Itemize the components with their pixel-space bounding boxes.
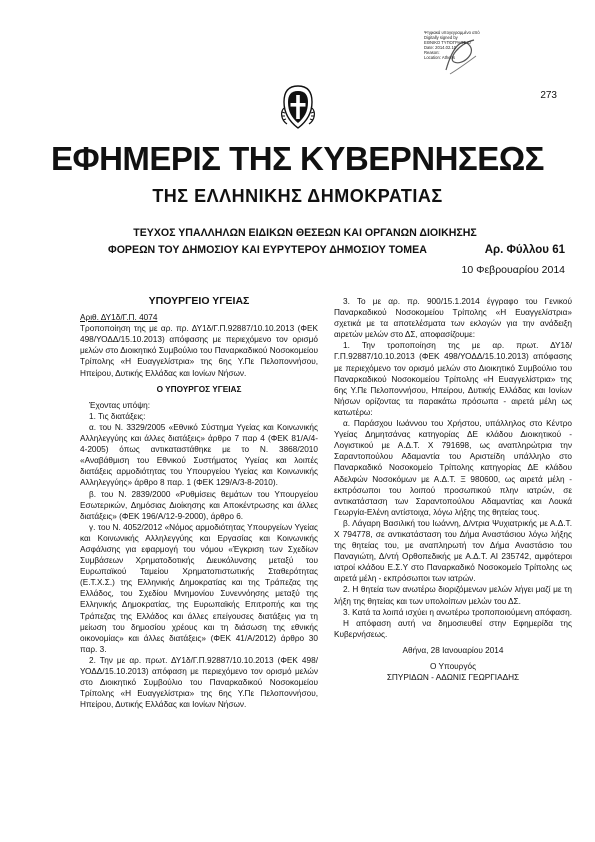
paragraph: 2. Την με αρ. πρωτ. ΔΥ1δ/Γ.Π.92887/10.10.2013 (ΦΕΚ 498/ΥΟΔΔ/15.10.2013) απόφαση με περιεχόμενο τον ορισμό μελών στο Διοικητικό Συμβούλιο του Παναρκαδικού Νοσοκομείου Τρίπολης «Η Ευαγγελίστρια» της 6ης Υ.Πε Πελοποννήσου, Ηπείρου, Δυτικής Ελλάδας και Ιονίων Νήσων. <box>80 655 318 710</box>
paragraph: Αριθ. ΔΥ1δ/Γ.Π. 4074 <box>80 313 158 323</box>
paragraph: 1. Την τροποποίηση της με αρ. πρωτ. ΔΥ1δ/Γ.Π.92887/10.10.2013 (ΦΕΚ 498/ΥΟΔΔ/15.10.2013) απόφασης με περιεχόμενο τον ορισμό μελών στο Διοικητικό Συμβούλιο του Παναρκαδικού Νοσοκομείου Τρίπολης «Η Ευαγγελίστρια» της 6ης Υ.Πε Πελοποννήσου, Ηπείρου, Δυτικής Ελλάδας και Ιονίων Νήσων ορίζοντας τα παρακάτω πρόσωπα - αιρετά μέλη ως κατωτέρω: <box>334 341 572 417</box>
paragraph: ΣΠΥΡΙΔΩΝ - ΑΔΩΝΙΣ ΓΕΩΡΓΙΑΔΗΣ <box>386 673 520 683</box>
paragraph: Η απόφαση αυτή να δημοσιευθεί στην Εφημερίδα της Κυβερνήσεως. <box>334 618 572 639</box>
gazette-title: ΕΦΗΜΕΡΙΣ ΤΗΣ ΚΥΒΕΡΝΗΣΕΩΣ <box>51 140 544 177</box>
paragraph: α. του Ν. 3329/2005 «Εθνικό Σύστημα Υγείας και Κοινωνικής Αλληλεγγύης και άλλες διατάξεις» άρθρο 7 παρ 4 (ΦΕΚ 81/Α/4-4-2005) όπως αντικαταστάθηκε με το Ν. 3868/2010 «Αναβάθμιση του Εθνικού Συστήματος Υγείας και λοιπές διατάξεις αρμοδιότητας του Υπουργείου Υγείας και Κοινωνικής Αλληλεγγύης» άρθρο 8 παρ. 1 (ΦΕΚ 129/Α/3-8-2010). <box>80 422 318 488</box>
paragraph: Ο Υπουργός <box>429 662 477 671</box>
digital-signature-stamp <box>424 30 484 80</box>
issue-line-2: ΦΟΡΕΩΝ ΤΟΥ ΔΗΜΟΣΙΟΥ ΚΑΙ ΕΥΡΥΤΕΡΟΥ ΔΗΜΟΣΙΟΥ ΤΟΜΕΑ <box>108 244 427 256</box>
gazette-subtitle: ΤΗΣ ΕΛΛΗΝΙΚΗΣ ΔΗΜΟΚΡΑΤΙΑΣ <box>152 186 443 206</box>
stamp-line: Digitally signed by <box>424 35 458 40</box>
paragraph: 2. Η θητεία των ανωτέρω διοριζόμενων μελών λήγει μαζί με τη λήξη της θητείας και των υπολοίπων μελών του ΔΣ. <box>334 585 572 606</box>
stamp-line: Reason: <box>424 50 440 55</box>
right-column <box>334 296 572 683</box>
paragraph: 1. Τις διατάξεις: <box>89 411 146 421</box>
stamp-line: ΕΘΝΙΚΟ ΤΥΠΟΓΡΑΦΕΙΟ <box>424 40 471 45</box>
paragraph: Αθήνα, 28 Ιανουαρίου 2014 <box>402 645 504 655</box>
paragraph: α. Παράσχου Ιωάννου του Χρήστου, υπάλληλος στο Κέντρο Υγείας Δημητσάνας κατηγορίας ΔΕ κλάδου Διοικητικού - Λογιστικού με Α.Δ.Τ. Χ 791698, ως αναπληρώτρια την Σαραντοπούλου Αδαμαντία του Αριστείδη υπάλληλο στο Παναρκαδικό Νοσοκομείο Τρίπολης κατηγορίας ΔΕ κλάδου Αδελφών Νοσοκόμων με Α.Δ.Τ. Ξ 980600, ως αιρετά μέλη - εκπρόσωποι του λοιπού προσωπικού πλην ιατρών, σε αντικατάσταση των Σαραντοπούλου Αδαμαντίας και Λουκά Γεωργία-Ελένη αντίστοιχα, λόγω λήξης της θητείας τους. <box>334 419 572 517</box>
paragraph: Έχοντας υπόψη: <box>89 400 151 410</box>
issue-line-1: ΤΕΥΧΟΣ ΥΠΑΛΛΗΛΩΝ ΕΙΔΙΚΩΝ ΘΕΣΕΩΝ ΚΑΙ ΟΡΓΑΝΩΝ ΔΙΟΙΚΗΣΗΣ <box>133 227 477 239</box>
paragraph: β. Λάγαρη Βασιλική του Ιωάννη, Δ/ντρια Ψυχιατρικής με Α.Δ.Τ. Χ 794778, σε αντικατάσταση του Δήμα Αναστάσιου λόγω λήξης της θητείας του, με αναπληρωτή τον Δήμα Αναστάσιο του Παναγιώτη, Δ/ντή Ορθοπεδικής με Α.Δ.Τ. ΑΙ 235742, αμφότεροι ιατροί κλάδου Ε.Σ.Υ στο Παναρκαδικό Νοσοκομείο Τρίπολης ως αιρετά μέλη - εκπρόσωποι των ιατρών. <box>334 518 572 584</box>
stamp-line: Date: 2014.02.10 <box>424 45 457 50</box>
page-number: 273 <box>540 90 557 101</box>
greek-coat-of-arms-icon <box>278 82 318 132</box>
paragraph: 3. Κατά τα λοιπά ισχύει η ανωτέρω τροποποιούμενη απόφαση. <box>343 607 572 617</box>
issue-date: 10 Φεβρουαρίου 2014 <box>461 264 565 276</box>
left-column <box>80 296 318 710</box>
stamp-line: Location: Athens <box>424 55 455 60</box>
stamp-line: Ψηφιακά υπογεγραμμένο από <box>424 30 480 35</box>
sheet-number: Αρ. Φύλλου 61 <box>484 244 565 256</box>
paragraph: Τροποποίηση της με αρ. πρ. ΔΥ1δ/Γ.Π.92887/10.10.2013 (ΦΕΚ 498/ΥΟΔΔ/15.10.2013) απόφασης με περιεχόμενο τον ορισμό μελών στο Διοικητικό Συμβούλιο του Παναρκαδικού Νοσοκομείου Τρίπολης «Η Ευαγγελίστρια» της 6ης Υ.Πε Πελοποννήσου, Ηπείρου, Δυτικής Ελλάδας και Ιονίων Νήσων. <box>80 324 318 378</box>
paragraph: β. του Ν. 2839/2000 «Ρυθμίσεις θεμάτων του Υπουργείου Εσωτερικών, Δημόσιας Διοίκησης και Αποκέντρωσης και άλλες διατάξεις» (ΦΕΚ 196/Α/12-9-2000), άρθρο 6. <box>80 489 318 521</box>
paragraph: 3. Το με αρ. πρ. 900/15.1.2014 έγγραφο του Γενικού Παναρκαδικού Νοσοκομείου Τρίπολης «Η Ευαγγελίστρια» σχετικά με τα αποτελέσματα των εκλογών για την ανάδειξη αιρετών μελών στο ΔΣ, αποφασίζουμε: <box>334 297 572 340</box>
paragraph: Ο ΥΠΟΥΡΓΟΣ ΥΓΕΙΑΣ <box>156 384 242 394</box>
paragraph: γ. του Ν. 4052/2012 «Νόμος αρμοδιότητας Υπουργείων Υγείας και Κοινωνικής Αλληλεγγύης και Εργασίας και Κοινωνικής Ασφάλισης για εφαρμογή του νόμου «Έγκριση των Σχεδίων Συμβάσεων Χρηματοδοτικής Διευκόλυνσης μεταξύ του Ευρωπαϊκού Ταμείου Χρηματοπιστωτικής Σταθερότητας (Ε.Τ.Χ.Σ.) της Ελληνικής Δημοκρατίας και της Τράπεζας της Ελλάδος, του Σχεδίου Μνημονίου Συνεννόησης μεταξύ της Ελληνικής Δημοκρατίας, της Ευρωπαϊκής Επιτροπής και της Τράπεζας της Ελλάδος και άλλες επείγουσες διατάξεις για τη μείωση του δημοσίου χρέους και τη διάσωση της εθνικής οικονομίας» και άλλες διατάξεις» (ΦΕΚ 41/Α/2012) άρθρο 30 παρ. 3. <box>80 522 318 654</box>
paragraph: ΥΠΟΥΡΓΕΙΟ ΥΓΕΙΑΣ <box>148 295 250 307</box>
